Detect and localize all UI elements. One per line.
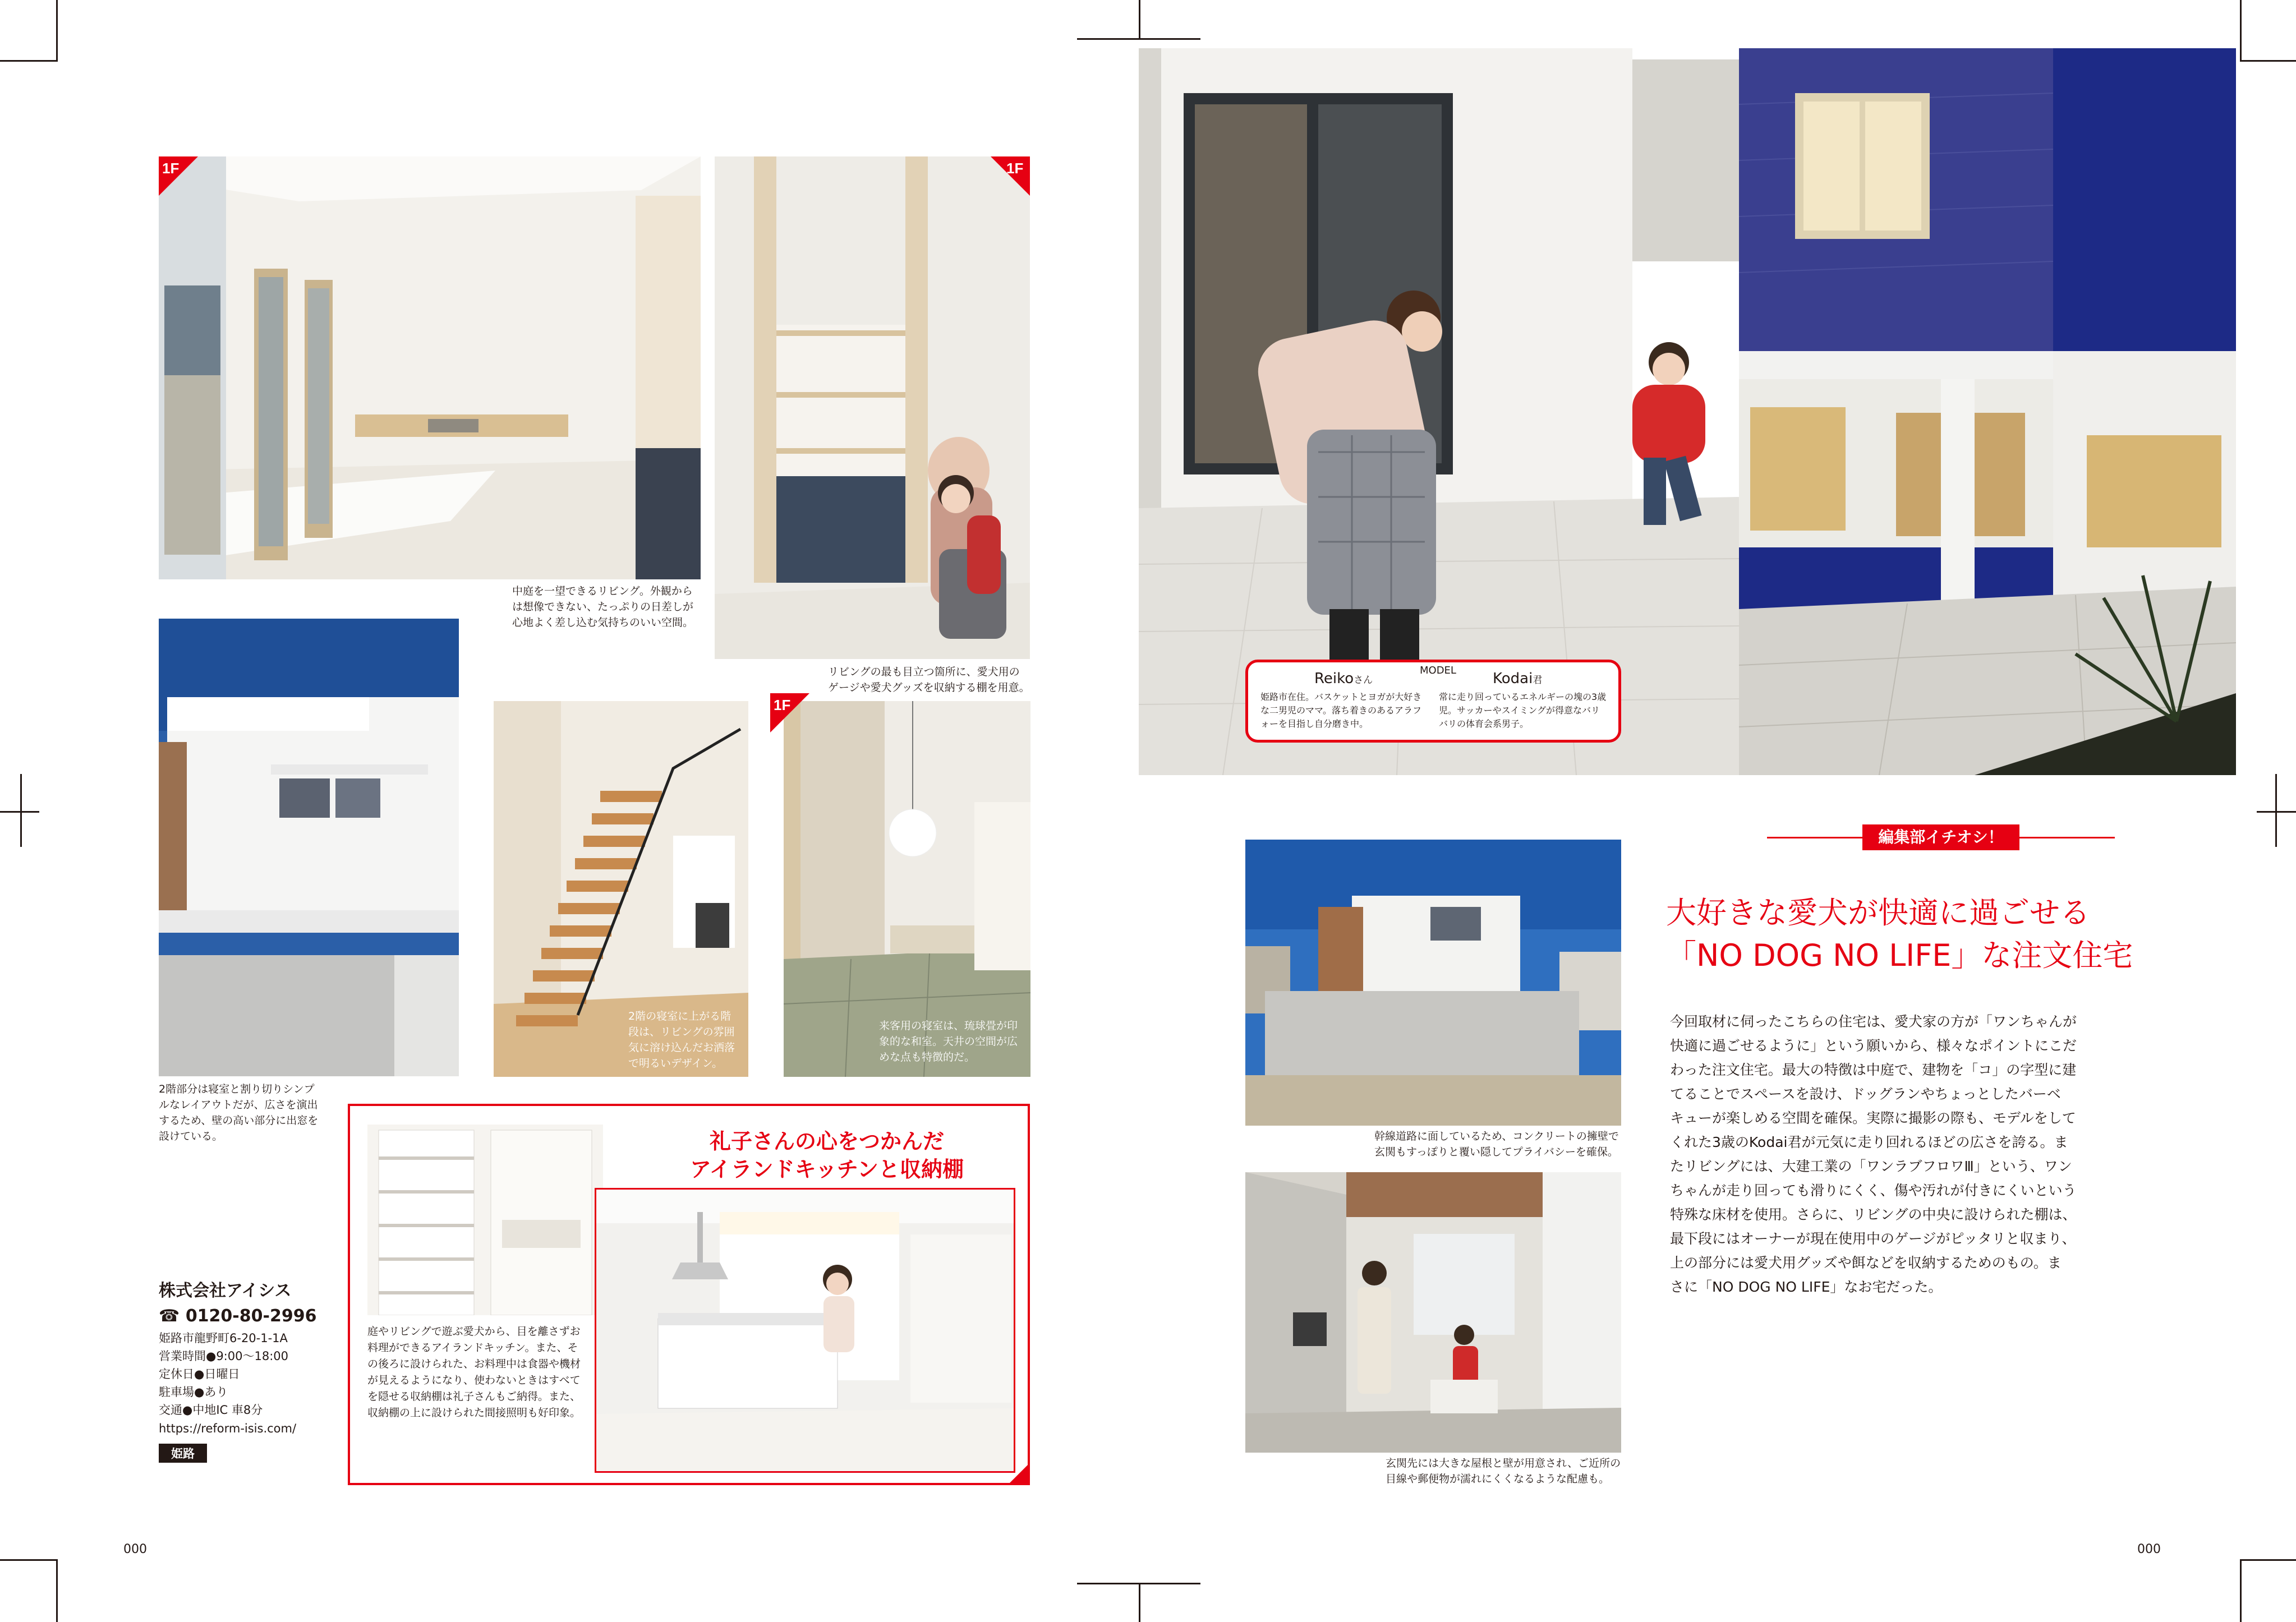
floor-tag-1f: 1F <box>991 156 1030 196</box>
feature-headline <box>1666 892 2227 977</box>
caption-entrance: 玄関先には大きな屋根と壁が用意され、ご近所の目線や郵便物が濡れにくくなるような配慮も。 <box>1386 1457 1621 1485</box>
company-hours: 営業時間●9:00～18:00 <box>159 1349 288 1363</box>
model-info-box <box>1245 660 1621 743</box>
kitchen-box-heading <box>631 1127 1023 1183</box>
island-kitchen-photo <box>595 1188 1015 1473</box>
headline-line2: 「NO DOG NO LIFE」な注文住宅 <box>1666 938 2133 973</box>
body-line: わった注文住宅。最大の特徴は中庭で、建物を「コ」の字型に建 <box>1670 1062 2077 1078</box>
floor-tag-1f: 1F <box>159 156 198 196</box>
body-line: たリビングには、大建工業の「ワンラブフロワⅢ」という、ワン <box>1670 1158 2072 1174</box>
caption-exterior: 幹線道路に面しているため、コンクリートの擁壁で玄関もすっぽりと覆い隠してプライバシーを確保。 <box>1374 1130 1619 1158</box>
kitchen-heading-line2: アイランドキッチンと収納棚 <box>690 1157 964 1182</box>
body-line: さに「NO DOG NO LIFE」なお宅だった。 <box>1670 1279 1943 1295</box>
person1-name-text: Reiko <box>1314 670 1354 687</box>
page-number-left: 000 <box>123 1542 147 1556</box>
person2-name <box>1493 670 1542 687</box>
company-address: 姫路市龍野町6-20-1-1A <box>159 1331 288 1345</box>
person1-name <box>1314 670 1373 687</box>
person2-name-text: Kodai <box>1493 670 1533 687</box>
body-line: 快適に過ごせるように」という願いから、様々なポイントにこだ <box>1670 1038 2077 1054</box>
upper-floor-exterior-photo <box>159 619 459 1076</box>
caption-storage: リビングの最も目立つ箇所に、愛犬用のゲージや愛犬グッズを収納する棚を用意。 <box>828 666 1030 694</box>
company-parking: 駐車場●あり <box>159 1385 228 1399</box>
person2-suffix: 君 <box>1533 675 1543 686</box>
caption-upper-floor: 2階部分は寝室と割り切りシンプルなレイアウトだが、広さを演出するため、壁の高い部分に出窓を設けている。 <box>159 1083 319 1142</box>
floor-tag-1f: 1F <box>770 693 809 732</box>
area-badge <box>159 1444 207 1463</box>
caption-guest-room: 来客用の寝室は、琉球畳が印象的な和室。天井の空間が広めな点も特徴的だ。 <box>879 1020 1018 1063</box>
exterior-wall-photo <box>1245 840 1621 1126</box>
caption-kitchen: 庭やリビングで遊ぶ愛犬から、目を離さずお料理ができるアイランドキッチン。また、その後ろに設けられた、お料理中は食器や機材が見えるようになり、使わないときはすべてを隠せる収納棚は礼子さんもご納得。また、収納棚の上に設けられた間接照明も好印象。 <box>367 1325 581 1419</box>
company-name: 株式会社アイシス <box>159 1281 292 1301</box>
company-phone: ☎ 0120-80-2996 <box>159 1306 317 1326</box>
person1-suffix: さん <box>1354 675 1373 686</box>
editors-pick-badge <box>1862 824 2019 850</box>
kitchen-storage-photo <box>367 1125 603 1315</box>
living-room-photo <box>159 156 701 579</box>
caption-living: 中庭を一望できるリビング。外観からは想像できない、たっぷりの日差しが心地よく差し込む気持ちのいい空間。 <box>512 585 694 629</box>
editors-pick-label: 編集部イチオシ！ <box>1878 828 2004 846</box>
article-body <box>1670 1010 2147 1299</box>
page-number-right: 000 <box>2137 1542 2161 1556</box>
body-line: 上の部分には愛犬用グッズや餌などを収納するためのもの。ま <box>1670 1255 2062 1271</box>
headline-line1: 大好きな愛犬が快適に過ごせる <box>1666 895 2090 930</box>
company-url[interactable]: https://reform-isis.com/ <box>159 1422 297 1435</box>
area-badge-label: 姫路 <box>171 1447 195 1460</box>
person1-desc: 姫路市在住。バスケットとヨガが大好きな二男児のママ。落ち着きのあるアラフォーを目指し自分磨き中。 <box>1260 692 1422 729</box>
caption-stairs: 2階の寝室に上がる階段は、リビングの雰囲気に溶け込んだお洒落で明るいデザイン。 <box>628 1010 735 1070</box>
stairs-photo <box>494 701 748 1077</box>
body-line: 特殊な床材を使用。さらに、リビングの中央に設けられた棚は、 <box>1670 1206 2077 1223</box>
person2-desc: 常に走り回っているエネルギーの塊の3歳児。サッカーやスイミングが得意なバリバリの体育会系男子。 <box>1439 692 1607 729</box>
body-line: くれた3歳のKodai君が元気に走り回れるほどの広さを誇る。ま <box>1670 1134 2068 1150</box>
body-line: てることでスペースを設け、ドッグランやちょっとしたバーベ <box>1670 1086 2061 1102</box>
company-info <box>159 1279 338 1463</box>
japanese-room-photo <box>784 701 1030 1077</box>
model-label: MODEL <box>1420 665 1456 676</box>
body-line: 最下段にはオーナーが現在使用中のゲージがピッタリと収まり、 <box>1670 1231 2076 1247</box>
body-line: ちゃんが走り回っても滑りにくく、傷や汚れが付きにくいという <box>1670 1182 2077 1199</box>
body-line: 今回取材に伺ったこちらの住宅は、愛犬家の方が「ワンちゃんが <box>1670 1013 2077 1030</box>
editors-pick <box>1767 824 2115 850</box>
night-courtyard-photo <box>1739 48 2236 775</box>
company-closed: 定休日●日曜日 <box>159 1367 240 1381</box>
storage-shelf-photo <box>715 156 1030 659</box>
body-line: キューが楽しめる空間を確保。実際に撮影の際も、モデルをして <box>1670 1110 2076 1126</box>
company-access: 交通●中地IC 車8分 <box>159 1403 263 1417</box>
kitchen-heading-line1: 礼子さんの心をつかんだ <box>709 1129 944 1154</box>
entrance-photo <box>1245 1172 1621 1453</box>
